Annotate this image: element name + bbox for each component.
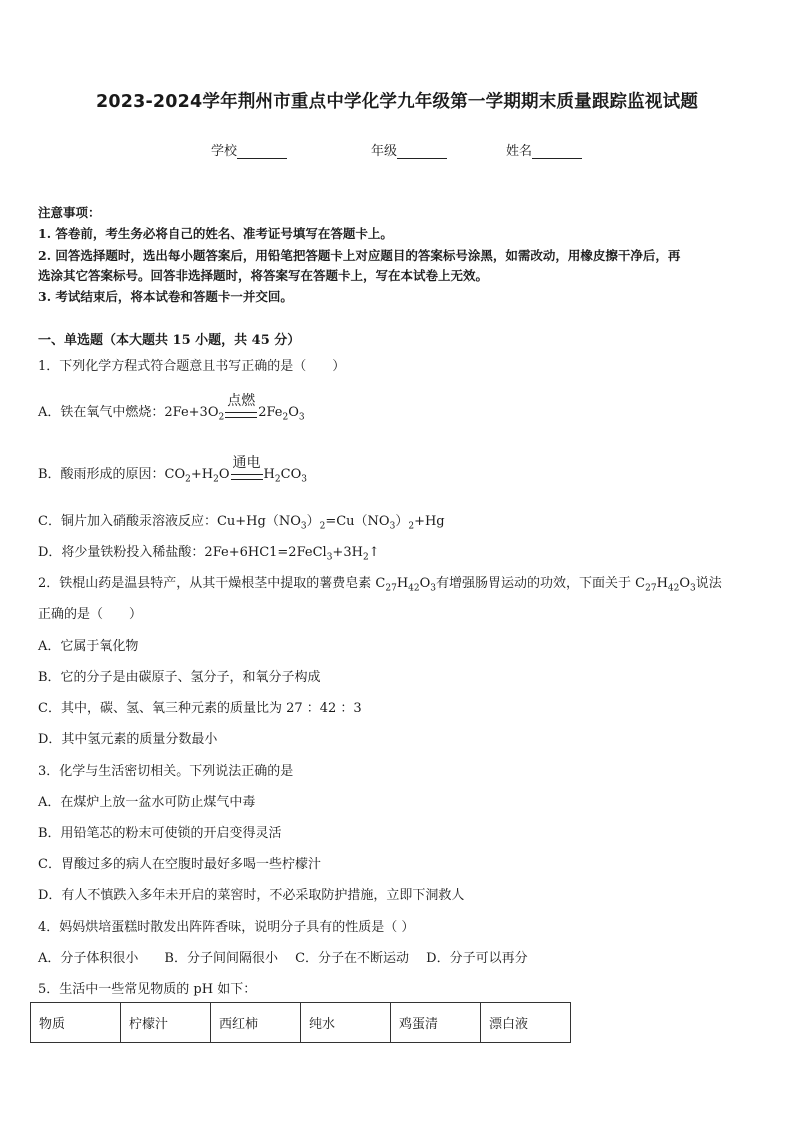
q3-option-c: C．胃酸过多的病人在空腹时最好多喝一些柠檬汁 (38, 857, 321, 872)
school-label: 学校 (211, 144, 238, 159)
reaction-condition: 点燃 (225, 408, 257, 423)
table-cell: 物质 (31, 1003, 121, 1043)
q3-option-d: D．有人不慎跌入多年未开启的菜窖时，不必采取防护措施，立即下洞救人 (38, 888, 465, 903)
name-blank[interactable] (532, 144, 582, 159)
q2-option-d: D．其中氢元素的质量分数最小 (38, 732, 218, 747)
q4-options: A．分子体积很小 B．分子间间隔很小 C．分子在不断运动 D．分子可以再分 (38, 951, 528, 966)
section-heading: 一、单选题（本大题共 15 小题，共 45 分） (38, 333, 301, 348)
q2-option-c: C．其中，碳、氢、氧三种元素的质量比为 27 ：42 ：3 (38, 701, 362, 716)
q1-option-c: C．铜片加入硝酸汞溶液反应：$Cu+Hg(NO_3)_2=Cu(NO_3)_2+Hg$ (38, 514, 445, 532)
reaction-condition: 通电 (231, 470, 263, 485)
q1-stem: 1．下列化学方程式符合题意且书写正确的是（ ） (38, 359, 346, 374)
q5-stem: 5．生活中一些常见物质的 pH 如下： (38, 982, 257, 997)
q1-option-b: B．酸雨形成的原因：$CO_2+H_2O$ 通电 $H_2CO_3$ (38, 454, 307, 485)
ph-table (30, 1002, 571, 1043)
notice-item-2a: 2. 回答选择题时，选出每小题答案后，用铅笔把答题卡上对应题目的答案标号涂黑，如需改动，用橡皮擦干净后，再 (38, 248, 681, 263)
table-cell: 西红柿 (211, 1003, 301, 1043)
q1-option-a: A．铁在氧气中燃烧：$2Fe+3O_2$ 点燃 $2Fe_2O_3$ (38, 392, 305, 423)
table-cell: 柠檬汁 (121, 1003, 211, 1043)
grade-blank[interactable] (397, 144, 447, 159)
table-cell: 鸡蛋清 (391, 1003, 481, 1043)
table-cell: 漂白液 (481, 1003, 571, 1043)
q4-stem: 4．妈妈烘培蛋糕时散发出阵阵香味，说明分子具有的性质是（ ） (38, 920, 415, 935)
q3-option-a: A．在煤炉上放一盆水可防止煤气中毒 (38, 795, 256, 810)
q3-stem: 3．化学与生活密切相关。下列说法正确的是 (38, 764, 294, 779)
notice-item-1: 1. 答卷前，考生务必将自己的姓名、准考证号填写在答题卡上。 (38, 226, 393, 241)
notice-heading: 注意事项： (38, 205, 101, 220)
table-row (31, 1003, 571, 1043)
notice-item-2b: 选涂其它答案标号。回答非选择题时，将答案写在答题卡上，写在本试卷上无效。 (38, 268, 489, 283)
q1-option-d: D．将少量铁粉投入稀盐酸：$2Fe+6HC1=2FeCl_3+3H_2↑$ (38, 545, 380, 563)
q2-option-a: A．它属于氧化物 (38, 639, 139, 654)
name-field[interactable] (506, 140, 582, 159)
q2-option-b: B．它的分子是由碳原子、氢分子，和氧分子构成 (38, 670, 321, 685)
q2-stem: 2．铁棍山药是温县特产，从其干燥根茎中提取的薯费皂素 $C_{27}H_{42}O_3$有增强肠胃运动的功效，下面关于 $C_{27}H_{42}O_3$说法 (38, 576, 722, 594)
school-field[interactable] (211, 140, 287, 159)
q3-option-b: B．用铅笔芯的粉末可使锁的开启变得灵活 (38, 826, 282, 841)
grade-label: 年级 (371, 144, 398, 159)
school-blank[interactable] (237, 144, 287, 159)
table-cell: 纯水 (301, 1003, 391, 1043)
page-title: 2023-2024学年荆州市重点中学化学九年级第一学期期末质量跟踪监视试题 (95, 92, 699, 112)
notice-item-3: 3. 考试结束后，将本试卷和答题卡一并交回。 (38, 289, 293, 304)
grade-field[interactable] (371, 140, 447, 159)
name-label: 姓名 (506, 144, 533, 159)
q2-stem-2: 正确的是（ ） (38, 607, 143, 622)
